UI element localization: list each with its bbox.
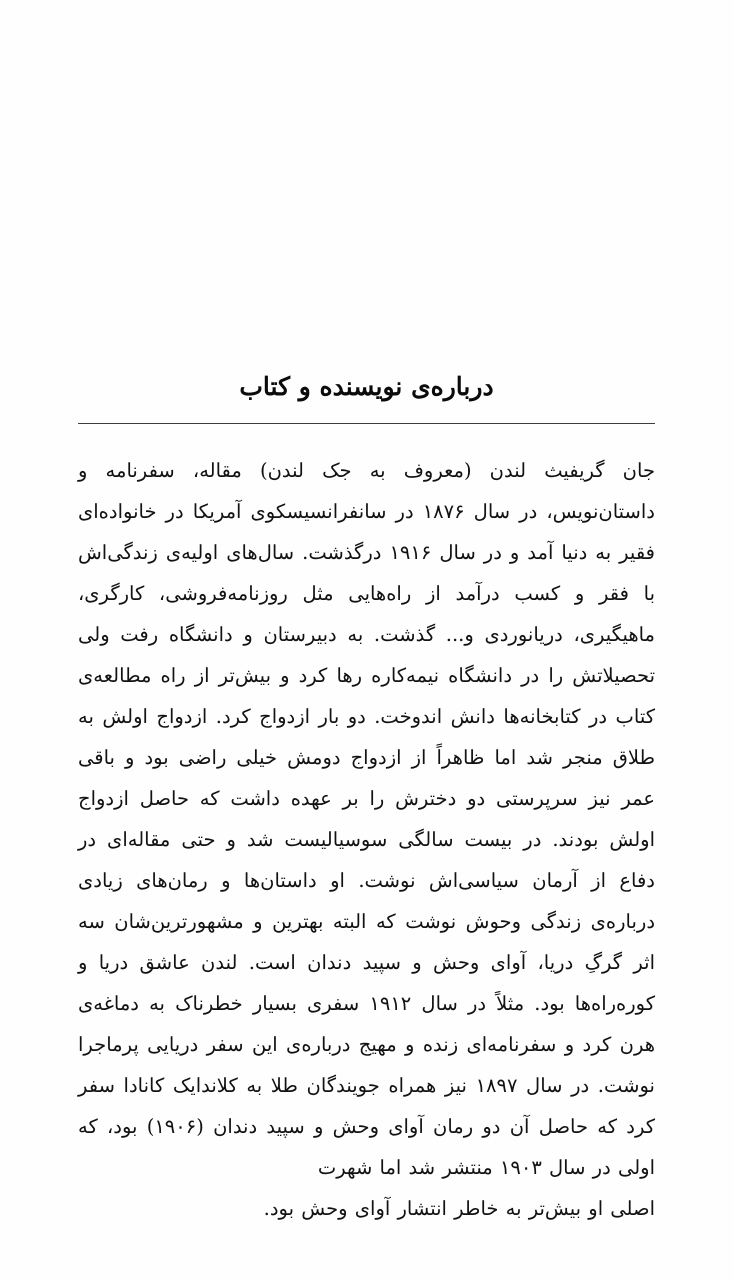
page-content [78, 372, 655, 1229]
body-paragraph: جان گریفیث لندن (معروف به جک لندن) مقاله، سفرنامه و داستان‌نویس، در سال ۱۸۷۶ در سانفرانسیسکوی آمریکا در خانواده‌ای فقیر به دنیا آمد و در سال ۱۹۱۶ درگذشت. سال‌های اولیه‌ی زندگی‌اش با فقر و کسب درآمد از راه‌هایی مثل روزنامه‌فروشی، کارگری، ماهیگیری، دریانوردی و... گذشت. به دبیرستان و دانشگاه رفت ولی تحصیلاتش را در دانشگاه نیمه‌کاره رها کرد و بیش‌تر از راه مطالعه‌ی کتاب در کتابخانه‌ها دانش اندوخت. دو بار ازدواج کرد. ازدواج اولش به طلاق منجر شد اما ظاهراً از ازدواج دومش خیلی راضی بود و باقی عمر نیز سرپرستی دو دخترش را بر عهده داشت که حاصل ازدواج اولش بودند. در بیست سالگی سوسیالیست شد و حتی مقاله‌ای در دفاع از آرمان سیاسی‌اش نوشت. او داستان‌ها و رمان‌های زیادی درباره‌ی زندگی وحوش نوشت که البته بهترین و مشهورترین‌شان سه اثر گرگِ دریا، آوای وحش و سپید دندان است. لندن عاشق دریا و کوره‌راه‌ها بود. مثلاً در سال ۱۹۱۲ سفری بسیار خطرناک به دماغه‌ی هرن کرد و سفرنامه‌ای زنده و مهیج درباره‌ی این سفر دریایی پرماجرا نوشت. در سال ۱۸۹۷ نیز همراه جویندگان طلا به کلاندایک کانادا سفر کرد که حاصل آن دو رمان آوای وحش و سپید دندان (۱۹۰۶) بود، که اولی در سال ۱۹۰۳ منتشر شد اما شهرت [78, 459, 656, 1179]
body-paragraph-last-line: اصلی او بیش‌تر به خاطر انتشار آوای وحش بود. [263, 1197, 655, 1220]
title-divider [78, 423, 655, 424]
chapter-title: درباره‌ی نویسنده و کتاب [239, 372, 494, 401]
